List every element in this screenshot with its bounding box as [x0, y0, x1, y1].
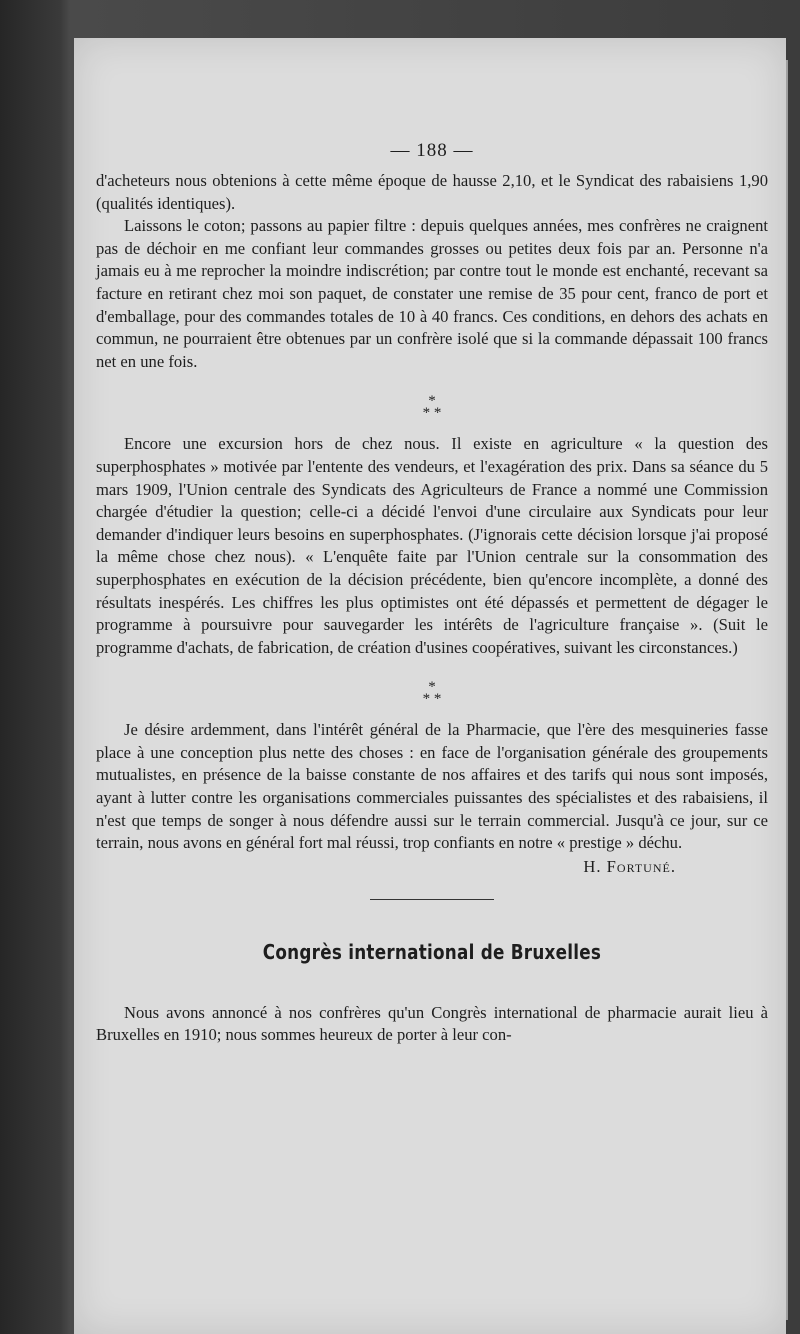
paragraph-5: Nous avons annoncé à nos confrères qu'un Congrès international de pharmacie aurait lieu à Bruxelles en 1910; nous sommes heureux de porter à leur con-: [96, 1002, 768, 1045]
section-separator-2: [96, 679, 768, 708]
page-content: [96, 140, 768, 1047]
section-heading: Congrès international de Bruxelles: [262, 939, 602, 964]
paragraph-4: Je désire ardemment, dans l'intérêt général de la Pharmacie, que l'ère des mesquineries fasse place à une conception plus nette des choses : en face de l'organisation générale des groupements mutualistes, en présence de la baisse constante de nos affaires et des tarifs qui nous sont imposés, ayant à lutter contre les organisations commerciales puissantes des spécialistes et des rabaisiens, il n'est que temps de songer à nous défendre aussi sur le terrain commercial. Jusqu'à ce jour, sur ce terrain, nous avons en général fort mal réussi, trop confiants en notre « prestige » déchu.: [96, 720, 768, 853]
paragraph-1: d'acheteurs nous obtenions à cette même époque de hausse 2,10, et le Syndicat des rabaisiens 1,90 (qualités identiques).: [96, 171, 768, 213]
paragraph-3: Encore une excursion hors de chez nous. Il existe en agriculture « la question des superphosphates » motivée par l'entente des vendeurs, et l'exagération des prix. Dans sa séance du 5 mars 1909, l'Union centrale des Syndicats des Agriculteurs de France a nommé une Commission chargée d'étudier la question; celle-ci a décidé l'envoi d'une circulaire aux Syndicats pour leur demander d'indiquer leurs besoins en superphosphates. (J'ignorais cette décision lorsque j'ai proposé la même chose chez nous). « L'enquête faite par l'Union centrale sur la consommation des superphosphates en exécution de la décision précédente, bien qu'encore incomplète, a donné des résultats inespérés. Les chiffres les plus optimistes ont été dépassés et permettent de dégager le programme à poursuivre pour sauvegarder les intérêts de l'agriculture française ». (Suit le programme d'achats, de fabrication, de création d'usines coopératives, suivant les circonstances.): [96, 434, 768, 657]
page-number: — 188 —: [390, 140, 474, 161]
paragraph-2: Laissons le coton; passons au papier filtre : depuis quelques années, mes confrères ne craignent pas de déchoir en me confiant leur commandes grosses ou petites deux fois par an. Personne n'a jamais eu à me reprocher la moindre indiscrétion; par contre tout le monde est enchanté, recevant sa facture en retirant chez moi son paquet, de constater une remise de 35 pour cent, franco de port et d'emballage, pour des commandes totales de 10 à 40 francs. Ces conditions, en dehors des achats en commun, ne pourraient être obtenues par un confrère isolé que si la commande dépassait 100 francs net en une fois.: [96, 216, 768, 371]
signature: H. Fortuné.: [583, 856, 676, 876]
horizontal-rule: [370, 899, 494, 900]
asterism-2: * * *: [422, 679, 442, 708]
section-separator-1: [96, 393, 768, 422]
asterism-1: * * *: [422, 393, 442, 422]
